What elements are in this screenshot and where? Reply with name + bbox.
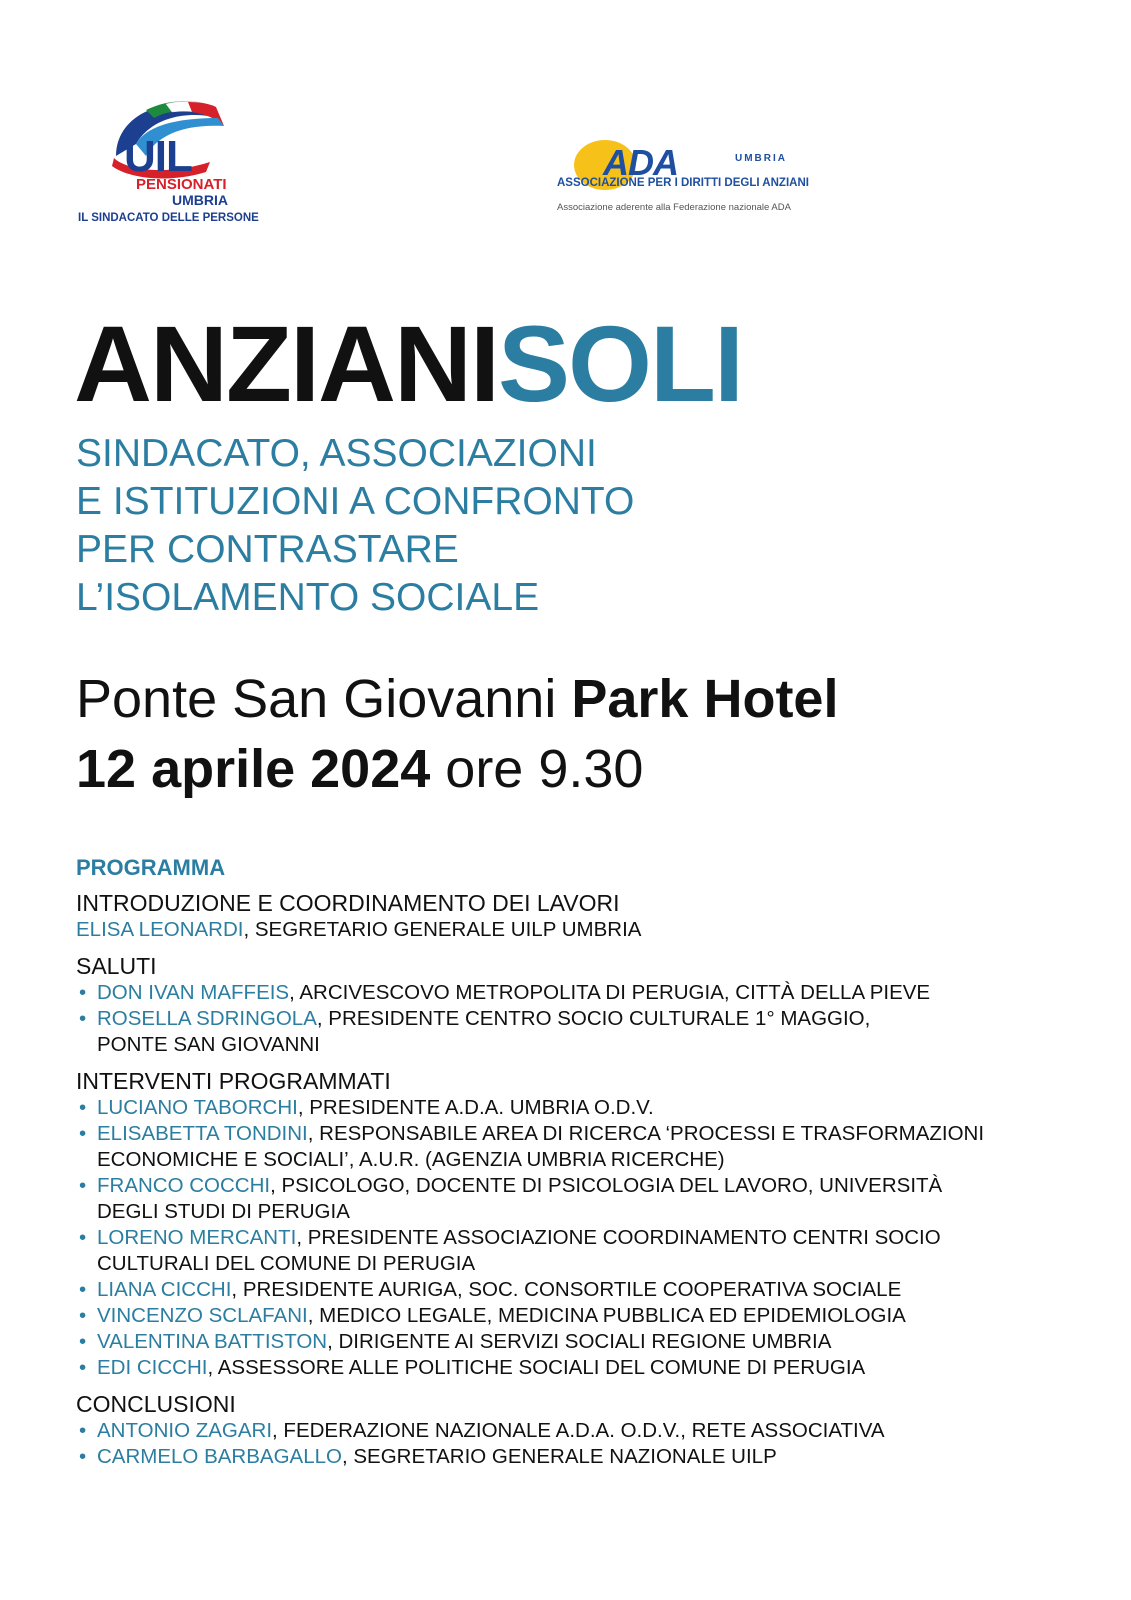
speaker-role: , RESPONSABILE AREA DI RICERCA ‘PROCESSI E TRASFORMAZIONI [307,1122,985,1145]
speaker-name: ELISA LEONARDI [76,918,244,941]
speaker-role: , ASSESSORE ALLE POLITICHE SOCIALI DEL COMUNE DI PERUGIA [207,1356,866,1379]
subtitle-line: SINDACATO, ASSOCIAZIONI [76,432,597,475]
uil-pensionati-label: PENSIONATI [136,176,227,193]
speaker-role-continued: DEGLI STUDI DI PERUGIA [97,1200,350,1223]
conclusioni-list [76,1418,1076,1470]
list-item [76,1329,1076,1355]
ada-affiliation: Associazione aderente alla Federazione nazionale ADA [557,202,791,213]
uil-umbria-label: UMBRIA [172,192,228,208]
ada-umbria-logo [557,140,817,220]
uil-wordmark: UIL [124,132,192,181]
venue-place: Ponte San Giovanni [76,669,557,729]
list-item [76,1303,1076,1329]
list-item [76,1418,1076,1444]
speaker-role: , FEDERAZIONE NAZIONALE A.D.A. O.D.V., RETE ASSOCIATIVA [272,1419,885,1442]
programme-heading: PROGRAMMA [76,855,226,880]
venue-hotel: Park Hotel [571,669,839,729]
interventi-title: INTERVENTI PROGRAMMATI [76,1068,391,1094]
speaker-role: , PRESIDENTE A.D.A. UMBRIA O.D.V. [297,1096,654,1119]
uil-pensionati-logo [78,92,278,232]
speaker-name: VINCENZO SCLAFANI [97,1304,308,1327]
list-item [76,1355,1076,1381]
speaker-role: , DIRIGENTE AI SERVIZI SOCIALI REGIONE UMBRIA [327,1330,832,1353]
interventi-list [76,1095,1076,1381]
speaker-name: DON IVAN MAFFEIS [97,981,290,1004]
speaker-name: CARMELO BARBAGALLO [97,1445,342,1468]
intro-speaker [76,917,1076,943]
title-part-soli: SOLI [497,303,742,424]
speaker-role-continued: ECONOMICHE E SOCIALI’, A.U.R. (AGENZIA UMBRIA RICERCHE) [97,1148,725,1171]
speaker-role: , PRESIDENTE AURIGA, SOC. CONSORTILE COOPERATIVA SOCIALE [231,1278,902,1301]
list-item [76,1173,1076,1225]
list-item [76,980,1076,1006]
list-item [76,1277,1076,1303]
speaker-name: ELISABETTA TONDINI [97,1122,308,1145]
speaker-name: LIANA CICCHI [97,1278,232,1301]
uil-tagline: IL SINDACATO DELLE PERSONE [78,212,259,224]
speaker-name: ROSELLA SDRINGOLA [97,1007,317,1030]
title-part-anziani: ANZIANI [74,303,498,424]
speaker-name: ANTONIO ZAGARI [97,1419,273,1442]
saluti-title: SALUTI [76,953,157,979]
speaker-name: EDI CICCHI [97,1356,208,1379]
speaker-name: FRANCO COCCHI [97,1174,271,1197]
speaker-role: , PSICOLOGO, DOCENTE DI PSICOLOGIA DEL LAVORO, UNIVERSITÀ [270,1174,943,1197]
ada-wordmark: ADA [603,142,678,183]
event-venue [76,664,838,804]
subtitle-line: PER CONTRASTARE [76,528,459,571]
event-title [74,303,742,424]
speaker-role: , SEGRETARIO GENERALE UILP UMBRIA [243,918,642,941]
speaker-name: LORENO MERCANTI [97,1226,297,1249]
subtitle-line: E ISTITUZIONI A CONFRONTO [76,480,635,523]
event-time: ore 9.30 [445,739,644,799]
speaker-name: VALENTINA BATTISTON [97,1330,328,1353]
speaker-role: , MEDICO LEGALE, MEDICINA PUBBLICA ED EPIDEMIOLOGIA [307,1304,906,1327]
programme [76,855,1076,1470]
list-item [76,1095,1076,1121]
event-subtitle [76,430,634,622]
speaker-name: LUCIANO TABORCHI [97,1096,298,1119]
list-item [76,1225,1076,1277]
speaker-role: , PRESIDENTE ASSOCIAZIONE COORDINAMENTO CENTRI SOCIO [296,1226,941,1249]
event-date: 12 aprile 2024 [76,739,431,799]
speaker-role: , ARCIVESCOVO METROPOLITA DI PERUGIA, CITTÀ DELLA PIEVE [289,981,931,1004]
saluti-list [76,980,1076,1058]
conclusioni-title: CONCLUSIONI [76,1391,236,1417]
list-item [76,1444,1076,1470]
list-item [76,1121,1076,1173]
ada-region: UMBRIA [735,153,787,164]
speaker-role: , SEGRETARIO GENERALE NAZIONALE UILP [341,1445,777,1468]
speaker-role-continued: PONTE SAN GIOVANNI [97,1033,320,1056]
intro-title: INTRODUZIONE E COORDINAMENTO DEI LAVORI [76,890,620,916]
ada-full-name: ASSOCIAZIONE PER I DIRITTI DEGLI ANZIANI [557,177,809,189]
speaker-role-continued: CULTURALI DEL COMUNE DI PERUGIA [97,1252,476,1275]
subtitle-line: L’ISOLAMENTO SOCIALE [76,576,540,619]
speaker-role: , PRESIDENTE CENTRO SOCIO CULTURALE 1° MAGGIO, [316,1007,871,1030]
list-item [76,1006,1076,1058]
